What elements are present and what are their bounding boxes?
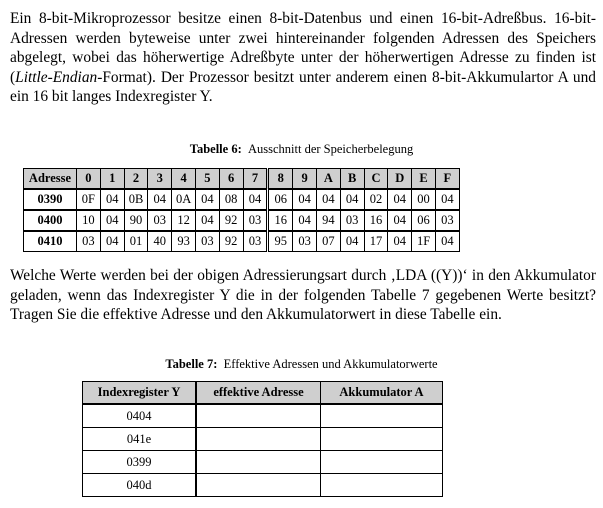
memory-cell: 03 [243, 231, 268, 252]
memory-cell: 01 [124, 231, 148, 252]
memory-row [24, 231, 460, 252]
address-header: Adresse [24, 169, 77, 190]
column-header: 6 [219, 169, 243, 190]
effective-row [83, 404, 443, 428]
table7-caption-label: Tabelle 7: [165, 357, 218, 371]
intro-paragraph [10, 9, 596, 107]
header-accumulator: Akkumulator A [321, 382, 443, 405]
header-indexregister: Indexregister Y [83, 382, 197, 405]
column-header: 4 [172, 169, 196, 190]
effective-address-input[interactable] [196, 451, 321, 474]
column-header: 9 [293, 169, 317, 190]
memory-cell: 04 [243, 189, 268, 210]
effective-row [83, 474, 443, 497]
memory-cell: 04 [435, 189, 459, 210]
memory-cell: 94 [316, 210, 340, 231]
memory-cell: 03 [77, 231, 101, 252]
memory-cell: 92 [219, 210, 243, 231]
column-header: D [388, 169, 412, 190]
row-address: 0400 [24, 210, 77, 231]
indexregister-value: 0404 [83, 404, 197, 428]
memory-cell: 90 [124, 210, 148, 231]
effective-row [83, 451, 443, 474]
column-header: 8 [268, 169, 293, 190]
indexregister-value: 041e [83, 428, 197, 451]
table7-caption [0, 357, 603, 372]
memory-cell: 16 [268, 210, 293, 231]
memory-cell: 03 [148, 210, 172, 231]
column-header: 3 [148, 169, 172, 190]
question-paragraph: Welche Werte werden bei der obigen Adressierungsart durch ‚LDA ((Y))‘ in den Akkumulator geladen, wenn das Indexregister Y die in der folgenden Tabelle 7 gegebenen Werte besitzt? Tragen Sie die effektive Adresse und den Akkumulatorwert in diese Tabelle ein. [10, 267, 596, 324]
row-address: 0390 [24, 189, 77, 210]
column-header: E [412, 169, 436, 190]
effective-table-header [83, 382, 443, 405]
effective-address-table [82, 381, 443, 497]
table6-caption [0, 142, 603, 157]
effective-address-input[interactable] [196, 428, 321, 451]
memory-cell: 03 [435, 210, 459, 231]
memory-cell: 04 [293, 189, 317, 210]
column-header: 0 [77, 169, 101, 190]
indexregister-value: 0399 [83, 451, 197, 474]
memory-cell: 40 [148, 231, 172, 252]
memory-cell: 0B [124, 189, 148, 210]
column-header: B [340, 169, 364, 190]
memory-cell: 04 [195, 210, 219, 231]
memory-cell: 1F [412, 231, 436, 252]
memory-cell: 95 [268, 231, 293, 252]
memory-cell: 00 [412, 189, 436, 210]
memory-cell: 08 [219, 189, 243, 210]
table7-caption-text: Effektive Adressen und Akkumulatorwerte [223, 357, 438, 371]
memory-cell: 04 [293, 210, 317, 231]
memory-cell: 0F [77, 189, 101, 210]
accumulator-input[interactable] [321, 404, 443, 428]
memory-cell: 03 [243, 210, 268, 231]
memory-cell: 17 [364, 231, 388, 252]
table6-caption-text: Ausschnitt der Speicherbelegung [248, 142, 414, 156]
column-header: A [316, 169, 340, 190]
header-effective-address: effektive Adresse [196, 382, 321, 405]
memory-cell: 07 [316, 231, 340, 252]
column-header: 2 [124, 169, 148, 190]
table6-caption-label: Tabelle 6: [189, 142, 242, 156]
memory-cell: 04 [388, 189, 412, 210]
effective-address-input[interactable] [196, 474, 321, 497]
memory-row [24, 210, 460, 231]
column-header: 5 [195, 169, 219, 190]
intro-text-2: -Format). Der Prozessor besitzt unter anderem einen 8-bit-Akkumulartor A und ein 16 bit langes Indexregister Y. [10, 68, 596, 106]
memory-cell: 04 [435, 231, 459, 252]
memory-cell: 03 [340, 210, 364, 231]
memory-cell: 0A [172, 189, 196, 210]
memory-cell: 92 [219, 231, 243, 252]
memory-cell: 04 [388, 231, 412, 252]
memory-cell: 03 [195, 231, 219, 252]
memory-cell: 16 [364, 210, 388, 231]
effective-row [83, 428, 443, 451]
memory-cell: 06 [412, 210, 436, 231]
memory-cell: 02 [364, 189, 388, 210]
memory-cell: 04 [195, 189, 219, 210]
memory-cell: 93 [172, 231, 196, 252]
accumulator-input[interactable] [321, 474, 443, 497]
memory-cell: 04 [100, 189, 124, 210]
memory-cell: 10 [77, 210, 101, 231]
effective-address-input[interactable] [196, 404, 321, 428]
row-address: 0410 [24, 231, 77, 252]
memory-cell: 04 [316, 189, 340, 210]
memory-cell: 04 [340, 189, 364, 210]
memory-cell: 04 [388, 210, 412, 231]
intro-italic: Little-Endian [15, 68, 98, 86]
memory-cell: 12 [172, 210, 196, 231]
column-header: C [364, 169, 388, 190]
column-header: 1 [100, 169, 124, 190]
memory-table-header [24, 169, 460, 190]
memory-cell: 04 [100, 210, 124, 231]
memory-cell: 04 [100, 231, 124, 252]
memory-cell: 04 [340, 231, 364, 252]
column-header: F [435, 169, 459, 190]
memory-cell: 03 [293, 231, 317, 252]
accumulator-input[interactable] [321, 451, 443, 474]
memory-table [23, 168, 460, 252]
memory-cell: 04 [148, 189, 172, 210]
column-header: 7 [243, 169, 268, 190]
memory-row [24, 189, 460, 210]
accumulator-input[interactable] [321, 428, 443, 451]
memory-cell: 06 [268, 189, 293, 210]
intro-text-1: Ein 8-bit-Mikroprozessor besitze einen 8-bit-Datenbus und einen 16-bit-Adreßbus. 16-bit-Adressen werden byteweise unter zwei hintereinander folgenden Adressen des Speichers abgelegt, wobei das höherwertige Adreßbyte unter der höherwertigen Adresse zu finden ist ( [10, 10, 596, 86]
indexregister-value: 040d [83, 474, 197, 497]
